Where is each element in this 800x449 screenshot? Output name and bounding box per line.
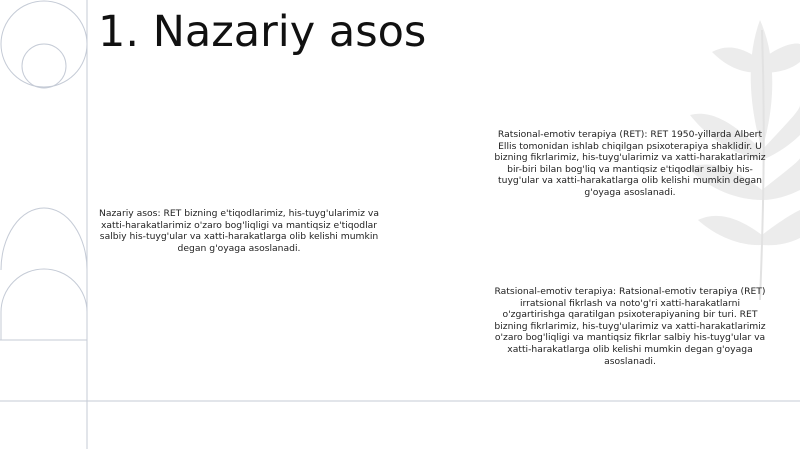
lower-arch [1,269,87,340]
text-block-ret-definition: Ratsional-emotiv terapiya (RET): RET 1950-yillarda Albert Ellis tomonidan ishlab chiqilgan psixoterapiya shaklidir. U bizning fikrlarimiz, his-tuyg'ularimiz va xatti-harakatlarimiz bir-biri bilan bog'liq va mantiqsiz e'tiqodlar salbiy his-tuyg'ular va xatti-harakatlarga olib kelishi mumkin degan g'oyaga asoslanadi. [494,129,766,198]
text-block-ret-description: Ratsional-emotiv terapiya: Ratsional-emotiv terapiya (RET) irratsional fikrlash va noto'g'ri xatti-harakatlarni o'zgartirishga qaratilgan psixoterapiyaning bir turi. RET bizning fikrlarimiz, his-tuyg'ularimiz va xatti-harakatlarimiz o'zaro bog'liqligi va mantiqsiz fikrlar salbiy his-tuyg'ular va xatti-harakatlarga olib kelishi mumkin degan g'oyaga asoslanadi. [494,286,766,367]
slide-title: 1. Nazariy asos [98,7,427,57]
upper-arch [1,208,87,270]
inner-circle [22,44,66,88]
text-block-theory: Nazariy asos: RET bizning e'tiqodlarimiz, his-tuyg'ularimiz va xatti-harakatlarimiz o'zaro bog'liqligi va mantiqsiz e'tiqodlar salbiy his-tuyg'ular va xatti-harakatlarga olib kelishi mumkin degan g'oyaga asoslanadi. [98,208,379,254]
